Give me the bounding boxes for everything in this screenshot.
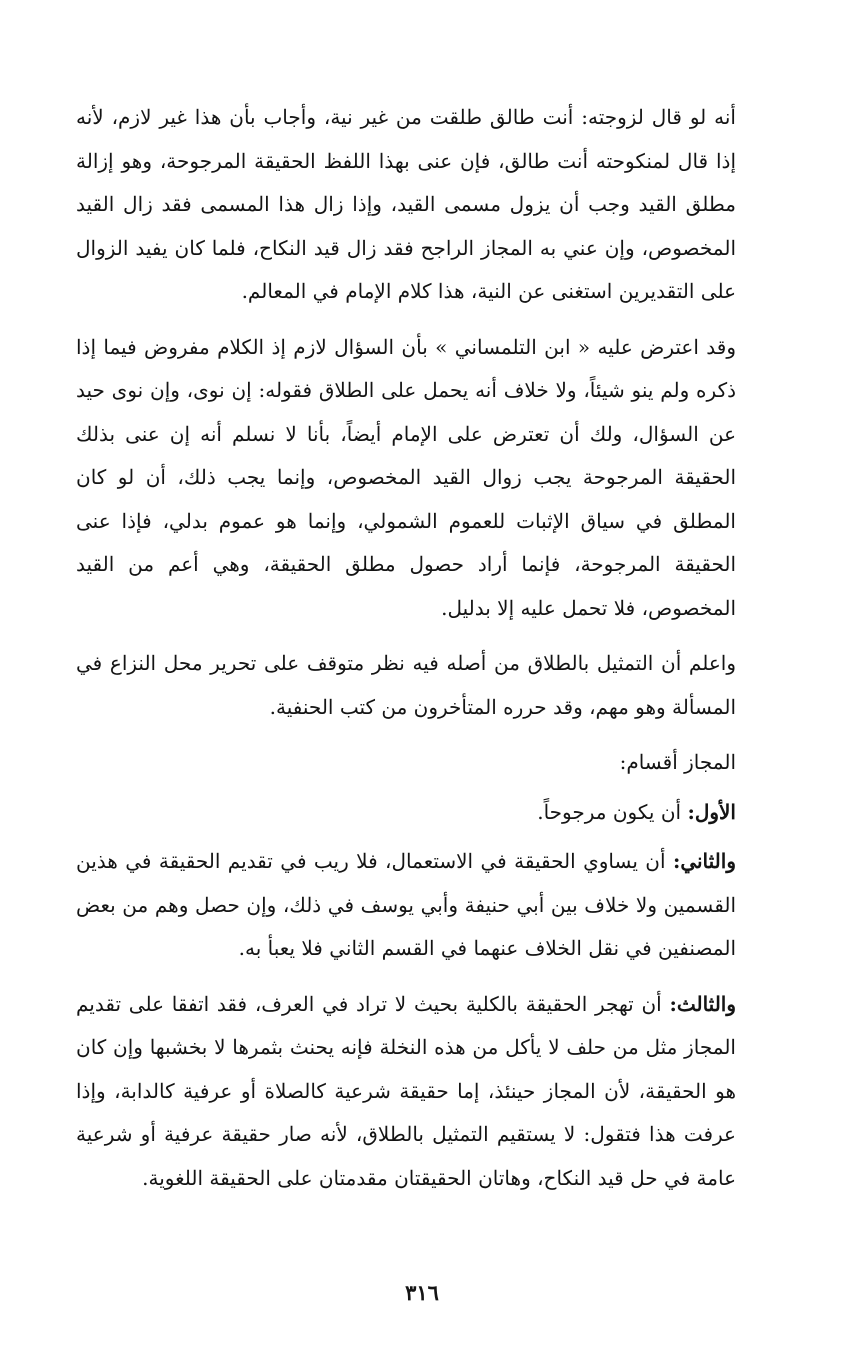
paragraph-7-lead: والثالث:: [669, 991, 737, 1016]
paragraph-6-lead: والثاني:: [672, 849, 736, 873]
paragraph-1: [76, 96, 736, 314]
paragraph-5-lead: الأول:: [687, 799, 736, 824]
paragraph-3-text: واعلم أن التمثيل بالطلاق من أصله فيه نظر متوقف على تحرير محل النزاع في المسألة وهو مهم، وقد حرره المتأخرون من كتب الحنفية.: [76, 651, 736, 719]
paragraph-5: [76, 791, 736, 835]
paragraph-5-text: أن يكون مرجوحاً.: [537, 799, 682, 824]
paragraph-4: [76, 741, 736, 785]
paragraph-7: [76, 983, 736, 1201]
paragraph-2-text: وقد اعترض عليه « ابن التلمساني » بأن السؤال لازم إذ الكلام مفروض فيما إذا ذكره ولم ينو شيئاً، ولا خلاف أنه يحمل على الطلاق فقوله: إن نوى، وإن نوى حيد عن السؤال، ولك أن تعترض على الإمام أيضاً، بأنا لا نسلم أنه إن عنى بذلك الحقيقة المرجوحة يجب زوال القيد المخصوص، وإنما يجب ذلك، أن لو كان المطلق في سياق الإثبات للعموم الشمولي، وإنما هو عموم بدلي، فإذا عنى الحقيقة المرجوحة، فإنما أراد حصول مطلق الحقيقة، وهي أعم من القيد المخصوص، فلا تحمل عليه إلا بدليل.: [76, 334, 736, 620]
paragraph-7-text: أن تهجر الحقيقة بالكلية بحيث لا تراد في العرف، فقد اتفقا على تقديم المجاز مثل من حلف لا يأكل من هذه النخلة فإنه يحنث بثمرها لا بخشبها وإن كان هو الحقيقة، لأن المجاز حينئذ، إما حقيقة شرعية كالصلاة أو عرفية كالدابة، وإذا عرفت هذا فتقول: لا يستقيم التمثيل بالطلاق، لأنه صار حقيقة عرفية أو شرعية عامة في حل قيد النكاح، وهاتان الحقيقتان مقدمتان على الحقيقة اللغوية.: [76, 991, 736, 1190]
paragraph-1-text: أنه لو قال لزوجته: أنت طالق طلقت من غير نية، وأجاب بأن هذا غير لازم، لأنه إذا قال لمنكوحته أنت طالق، فإن عنى بهذا اللفظ الحقيقة المرجوحة، وهو إزالة مطلق القيد وجب أن يزول مسمى القيد، وإذا زال هذا المسمى فقد زال القيد المخصوص، وإن عني به المجاز الراجح فقد زال قيد النكاح، فلما كان يفيد الزوال على التقديرين استغنى عن النية، هذا كلام الإمام في المعالم.: [76, 105, 736, 303]
paragraph-4-text: المجاز أقسام:: [619, 750, 736, 774]
paragraph-3: [76, 642, 736, 729]
paragraph-6: [76, 840, 736, 971]
paragraph-6-text: أن يساوي الحقيقة في الاستعمال، فلا ريب في تقديم الحقيقة في هذين القسمين ولا خلاف بين أبي حنيفة وأبي يوسف في ذلك، وإن حصل وهم من بعض المصنفين في نقل الخلاف عنهما في القسم الثاني فلا يعبأ به.: [76, 849, 736, 960]
page-number: ٣١٦: [405, 1280, 439, 1305]
paragraph-2: [76, 326, 736, 631]
